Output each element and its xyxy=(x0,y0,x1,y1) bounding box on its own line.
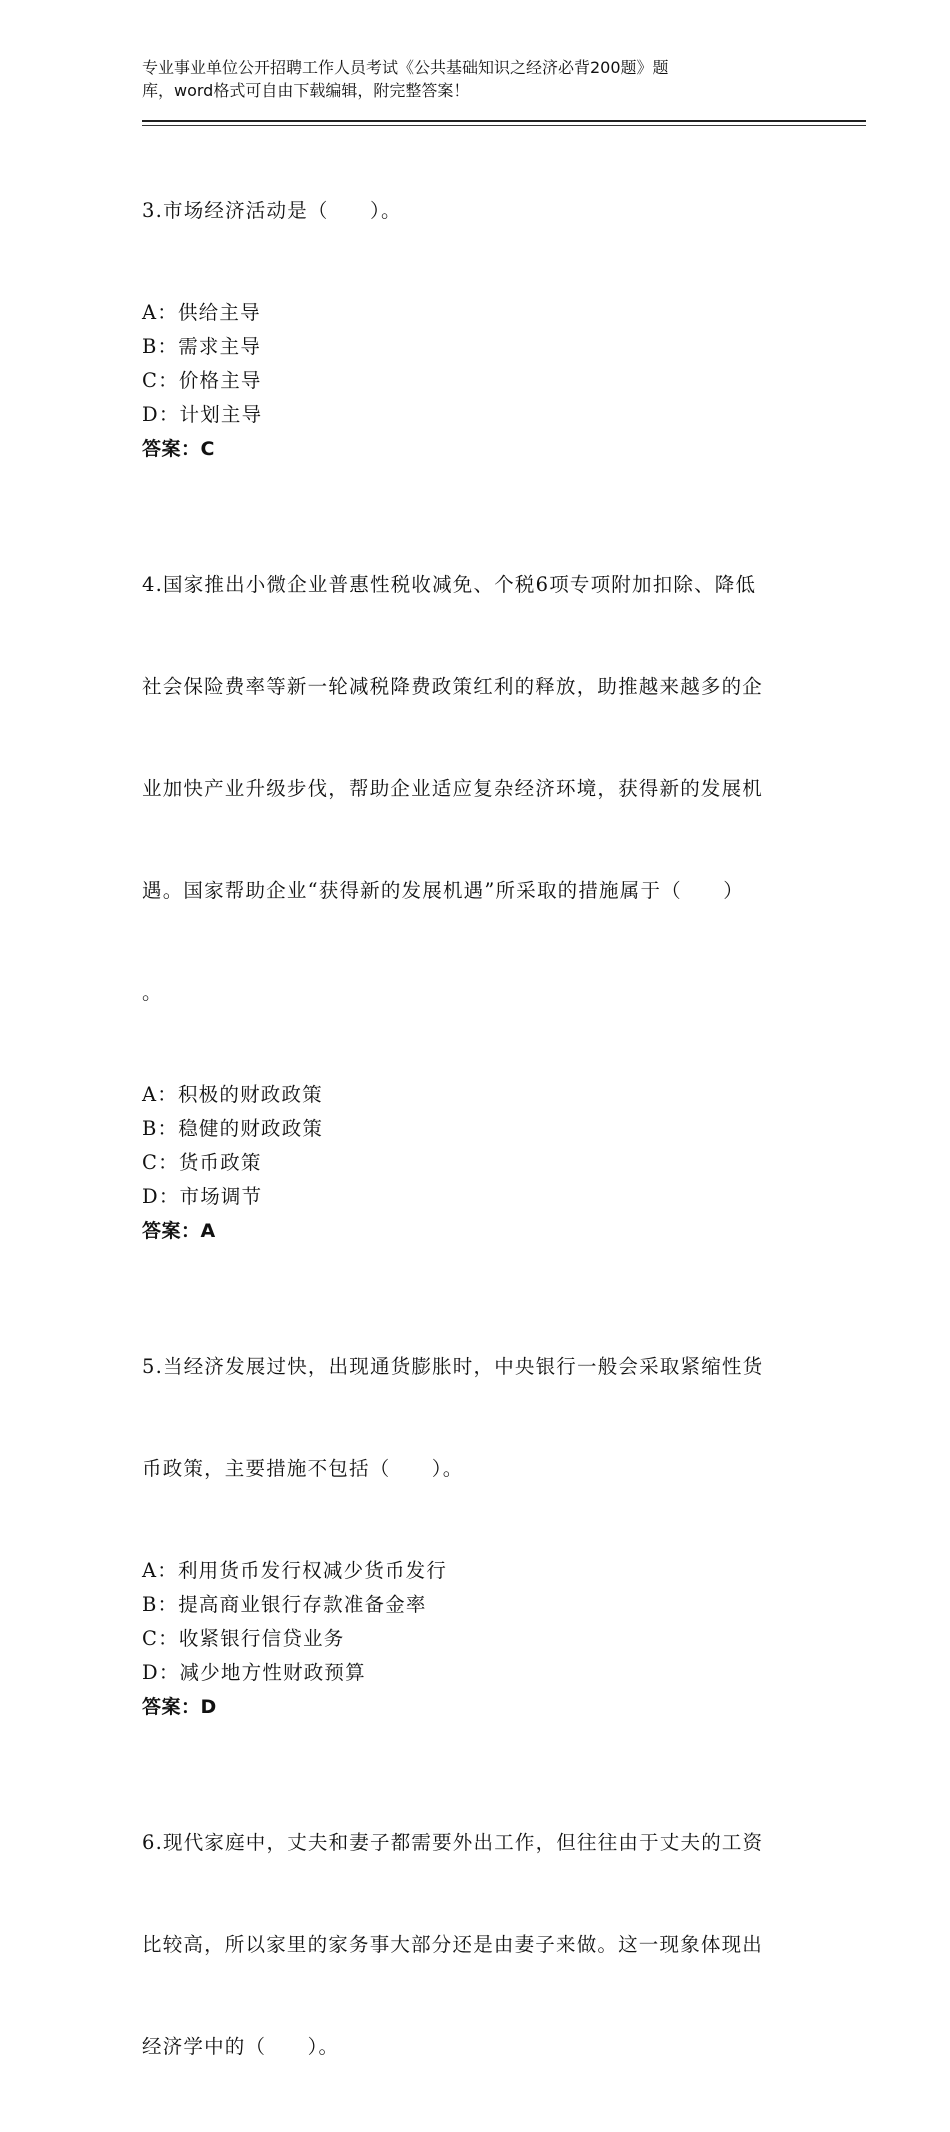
question-3 xyxy=(142,126,802,466)
option-a: A：积极的财政政策 xyxy=(142,1083,323,1106)
question-line: 比较高，所以家里的家务事大部分还是由妻子来做。这一现象体现出 xyxy=(142,1933,764,1956)
question-list xyxy=(142,126,802,2132)
question-line: 遇。国家帮助企业“获得新的发展机遇”所采取的措施属于（ ） xyxy=(142,879,744,902)
option-d: D：减少地方性财政预算 xyxy=(142,1661,366,1684)
option-b: B：提高商业银行存款准备金率 xyxy=(142,1593,427,1616)
question-text xyxy=(142,1282,802,1554)
question-line: 业加快产业升级步伐，帮助企业适应复杂经济环境，获得新的发展机 xyxy=(142,777,764,800)
option-c: C：价格主导 xyxy=(142,369,262,392)
spacer xyxy=(142,1724,802,1758)
option-c: C：货币政策 xyxy=(142,1151,262,1174)
option-c: C：收紧银行信贷业务 xyxy=(142,1627,345,1650)
question-text xyxy=(142,1758,802,2132)
answer: 答案：D xyxy=(142,1696,217,1718)
header-title-line-1: 专业事业单位公开招聘工作人员考试《公共基础知识之经济必背200题》题 xyxy=(142,58,669,77)
header-title-line-2: 库，word格式可自由下载编辑，附完整答案！ xyxy=(142,81,470,100)
question-line: 社会保险费率等新一轮减税降费政策红利的释放，助推越来越多的企 xyxy=(142,675,764,698)
question-line: 。 xyxy=(142,981,163,1004)
question-text xyxy=(142,126,802,296)
question-line: 4.国家推出小微企业普惠性税收减免、个税6项专项附加扣除、降低 xyxy=(142,573,757,596)
answer: 答案：A xyxy=(142,1220,216,1242)
question-line: 5.当经济发展过快，出现通货膨胀时，中央银行一般会采取紧缩性货 xyxy=(142,1355,764,1378)
header-rule-thick xyxy=(142,120,866,122)
option-d: D：市场调节 xyxy=(142,1185,263,1208)
question-line: 经济学中的（ ）。 xyxy=(142,2035,340,2058)
document-header xyxy=(142,56,782,102)
question-text xyxy=(142,500,802,1078)
option-b: B：稳健的财政政策 xyxy=(142,1117,324,1140)
question-line: 币政策，主要措施不包括（ ）。 xyxy=(142,1457,464,1480)
question-5 xyxy=(142,1282,802,1724)
question-6 xyxy=(142,1758,802,2132)
option-b: B：需求主导 xyxy=(142,335,262,358)
spacer xyxy=(142,466,802,500)
option-d: D：计划主导 xyxy=(142,403,263,426)
question-4 xyxy=(142,500,802,1248)
option-a: A：供给主导 xyxy=(142,301,261,324)
spacer xyxy=(142,1248,802,1282)
question-line: 3.市场经济活动是（ ）。 xyxy=(142,199,402,222)
option-a: A：利用货币发行权减少货币发行 xyxy=(142,1559,448,1582)
answer: 答案：C xyxy=(142,438,215,460)
question-line: 6.现代家庭中，丈夫和妻子都需要外出工作，但往往由于丈夫的工资 xyxy=(142,1831,764,1854)
